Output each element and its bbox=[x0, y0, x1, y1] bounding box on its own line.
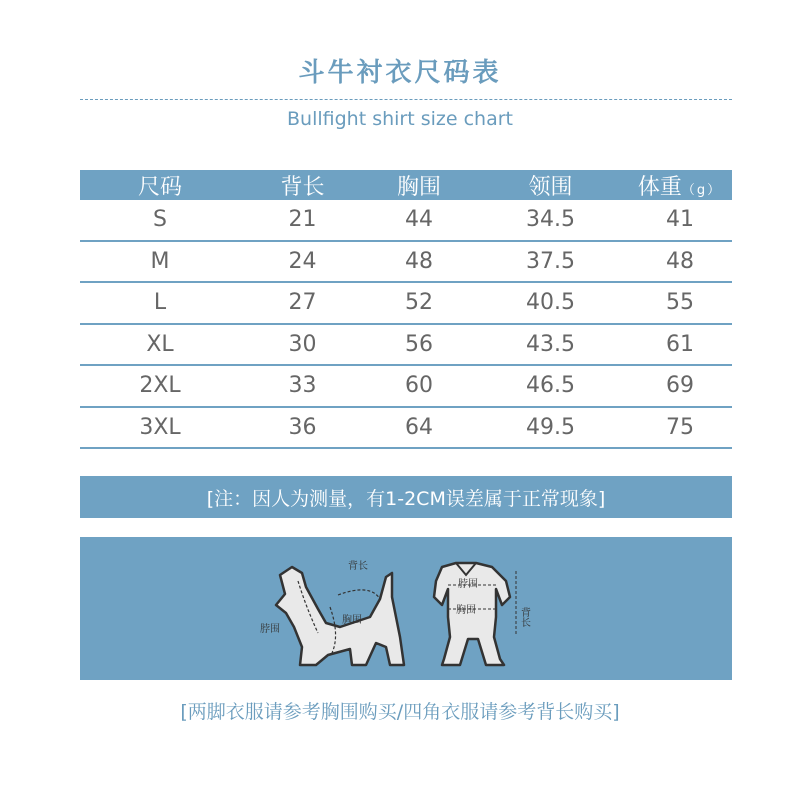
cell-neck: 43.5 bbox=[526, 331, 575, 357]
cell-chest: 48 bbox=[405, 248, 433, 274]
title-divider bbox=[80, 99, 732, 100]
dog-icon bbox=[260, 559, 404, 665]
column-header-back-length: 背长 bbox=[280, 174, 325, 200]
cell-back-length: 24 bbox=[288, 248, 317, 274]
cell-chest: 52 bbox=[405, 290, 433, 316]
cell-neck: 34.5 bbox=[526, 207, 575, 233]
weight-label: 体重 bbox=[637, 174, 682, 200]
cell-size: M bbox=[150, 248, 170, 274]
cell-back-length: 27 bbox=[288, 290, 317, 316]
measurement-diagram bbox=[80, 537, 732, 680]
table-row bbox=[80, 408, 732, 450]
cell-weight: 69 bbox=[666, 373, 694, 399]
weight-unit: （g） bbox=[681, 182, 723, 198]
cell-back-length: 30 bbox=[288, 331, 317, 357]
purchase-guide: [两脚衣服请参考胸围购买/四角衣服请参考背长购买] bbox=[180, 701, 620, 723]
cell-size: L bbox=[153, 290, 167, 316]
cell-size: 2XL bbox=[139, 373, 181, 399]
column-header-neck: 领围 bbox=[528, 174, 573, 200]
cell-neck: 49.5 bbox=[526, 414, 575, 440]
dog-chest-label: 胸围 bbox=[342, 615, 362, 626]
size-table bbox=[80, 170, 732, 449]
table-row bbox=[80, 283, 732, 325]
cell-weight: 61 bbox=[666, 331, 694, 357]
cell-back-length: 36 bbox=[288, 414, 317, 440]
cell-weight: 48 bbox=[666, 248, 694, 274]
cell-weight: 75 bbox=[666, 414, 694, 440]
cell-size: S bbox=[153, 207, 167, 233]
cell-weight: 55 bbox=[666, 290, 694, 316]
cell-neck: 37.5 bbox=[526, 248, 575, 274]
cell-back-length: 21 bbox=[288, 207, 317, 233]
table-row bbox=[80, 366, 732, 408]
column-header-weight bbox=[628, 170, 732, 201]
page-title: 斗牛衬衣尺码表 bbox=[298, 58, 502, 88]
measurement-note: [注：因人为测量，有1-2CM误差属于正常现象] bbox=[80, 476, 732, 518]
cell-chest: 64 bbox=[405, 414, 433, 440]
cell-chest: 60 bbox=[405, 373, 433, 399]
cell-weight: 41 bbox=[666, 207, 694, 233]
column-header-size: 尺码 bbox=[137, 174, 182, 200]
shirt-back-length-label: 背长 bbox=[518, 607, 530, 627]
cell-neck: 40.5 bbox=[526, 290, 575, 316]
shirt-neck-label: 脖围 bbox=[458, 579, 478, 590]
table-row bbox=[80, 242, 732, 284]
dog-neck-label: 脖围 bbox=[260, 624, 280, 635]
cell-neck: 46.5 bbox=[526, 373, 575, 399]
cell-size: XL bbox=[146, 331, 174, 357]
cell-size: 3XL bbox=[139, 414, 181, 440]
column-header-chest: 胸围 bbox=[396, 174, 441, 200]
table-row bbox=[80, 325, 732, 367]
shirt-icon bbox=[434, 563, 531, 665]
dog-back-length-label: 背长 bbox=[348, 561, 368, 572]
measurement-illustration bbox=[80, 537, 732, 680]
shirt-chest-label: 胸围 bbox=[456, 605, 476, 616]
page-subtitle: Bullfight shirt size chart bbox=[287, 108, 513, 130]
cell-back-length: 33 bbox=[288, 373, 317, 399]
table-row bbox=[80, 200, 732, 242]
table-header-row bbox=[80, 170, 732, 200]
cell-chest: 44 bbox=[405, 207, 433, 233]
cell-chest: 56 bbox=[405, 331, 433, 357]
